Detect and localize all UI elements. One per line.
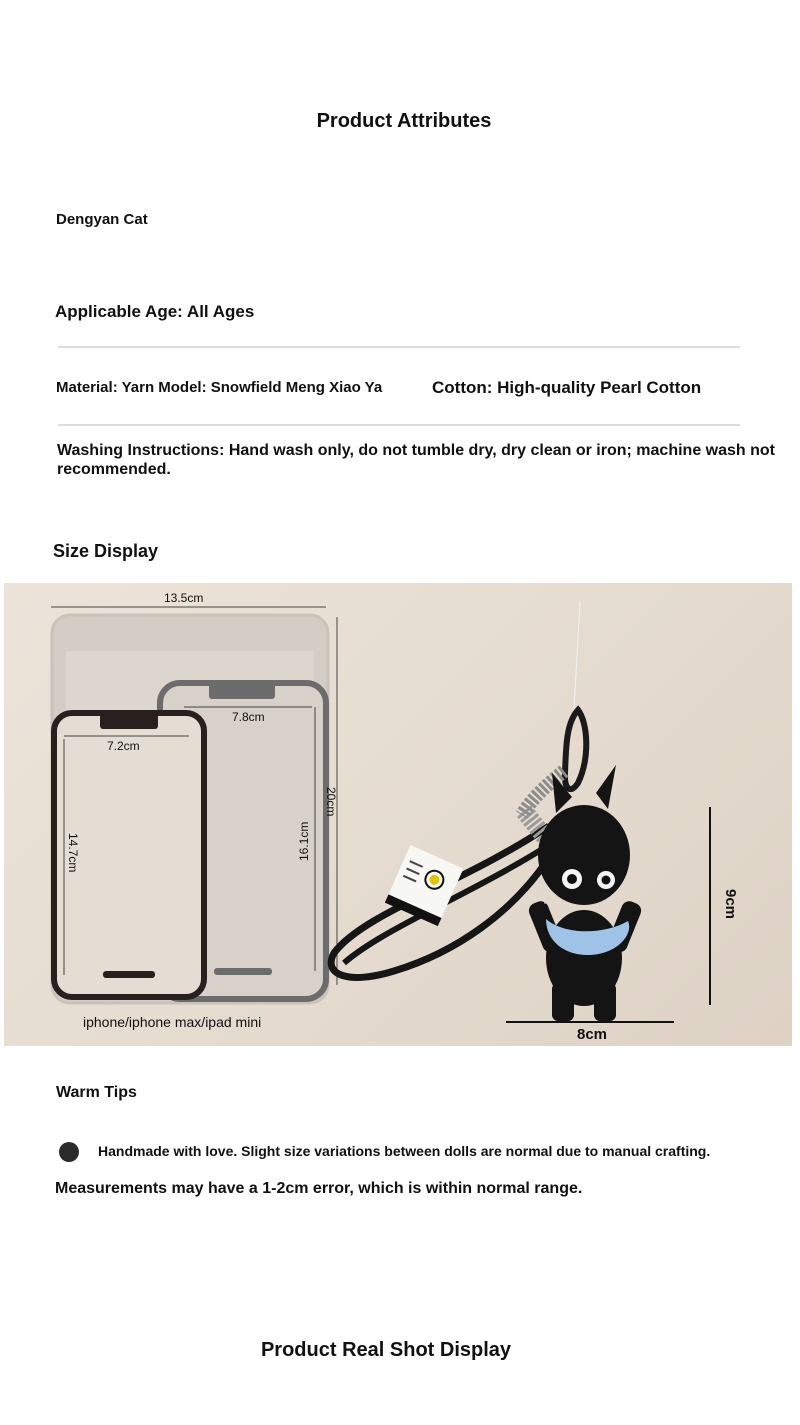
tip-line-2: Measurements may have a 1-2cm error, which is within normal range. xyxy=(55,1180,583,1197)
ipad-width-label: 13.5cm xyxy=(164,591,204,605)
bullet-icon xyxy=(59,1142,79,1162)
section-title-size: Size Display xyxy=(53,541,159,561)
size-display-image xyxy=(4,583,792,1046)
doll-width-label: 8cm xyxy=(577,1026,608,1043)
size-illustration xyxy=(4,583,792,1046)
iphone-height-label: 14.7cm xyxy=(66,833,80,873)
section-title-tips: Warm Tips xyxy=(56,1084,137,1101)
divider xyxy=(58,424,740,426)
cotton: Cotton: High-quality Pearl Cotton xyxy=(432,378,702,397)
product-name: Dengyan Cat xyxy=(56,211,148,228)
section-title-real-shot: Product Real Shot Display xyxy=(260,1339,512,1361)
ipad-height-label: 20cm xyxy=(324,787,338,817)
applicable-age: Applicable Age: All Ages xyxy=(55,302,255,321)
iphone-width-label: 7.2cm xyxy=(107,739,140,753)
device-caption: iphone/iphone max/ipad mini xyxy=(83,1014,262,1030)
tip-line-1: Handmade with love. Slight size variations between dolls are normal due to manual crafting. xyxy=(98,1143,711,1159)
section-title-attributes: Product Attributes xyxy=(316,110,492,132)
doll-height-label: 9cm xyxy=(722,889,739,920)
material: Material: Yarn Model: Snowfield Meng Xiao Ya xyxy=(56,379,383,396)
iphone-max-width-label: 7.8cm xyxy=(232,710,265,724)
iphone-max-height-label: 16.1cm xyxy=(297,821,311,861)
washing-instructions: Washing Instructions: Hand wash only, do not tumble dry, dry clean or iron; machine wash not recommended. xyxy=(57,442,775,478)
carabiner-icon xyxy=(565,710,586,789)
crochet-cat-doll xyxy=(526,765,643,1021)
divider xyxy=(58,346,740,348)
fabric-tag xyxy=(385,845,464,926)
